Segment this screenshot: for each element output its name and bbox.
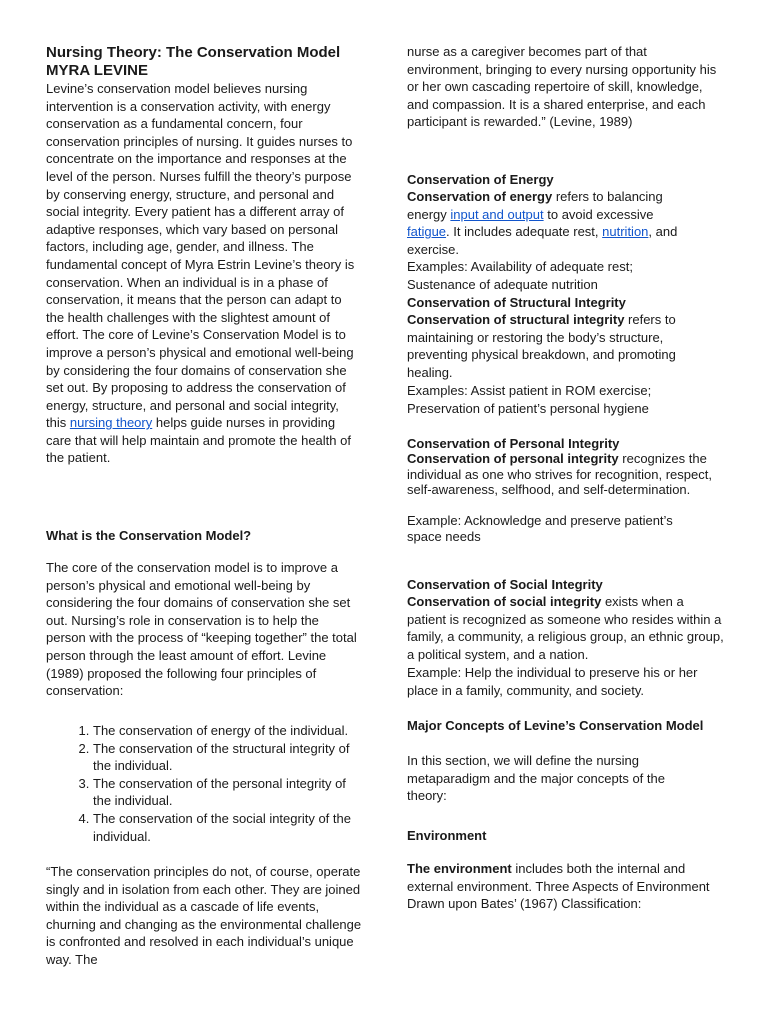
social-example: Example: Help the individual to preserve his or her place in a family, community, and society. [407, 665, 698, 698]
social-term: Conservation of social integrity [407, 594, 602, 609]
input-output-link[interactable]: input and output [450, 206, 544, 222]
energy-text: to avoid excessive [543, 206, 654, 222]
nursing-theory-link[interactable]: nursing theory [69, 415, 153, 431]
social-text: exists when a patient is recognized as someone who resides within a family, a community, a religious group, an ethnic group, a political system, and a nation. [407, 594, 724, 662]
intro-text-end: helps guide nurses in providing care that will help maintain and promote the health of the patient. [46, 415, 351, 466]
energy-heading: Conservation of Energy [407, 172, 554, 187]
structural-heading: Conservation of Structural Integrity [407, 295, 626, 310]
environment-term: The environment [407, 861, 512, 876]
structural-examples: Examples: Assist patient in ROM exercise; Preservation of patient’s personal hygiene [407, 383, 652, 416]
environment-heading: Environment [407, 828, 487, 843]
structural-term: Conservation of structural integrity [407, 312, 625, 327]
energy-text: refers to balancing energy [407, 189, 663, 222]
personal-heading: Conservation of Personal Integrity [407, 436, 620, 451]
social-paragraph [407, 593, 725, 663]
personal-term: Conservation of personal integrity [407, 451, 619, 466]
quote-start: “The conservation principles do not, of course, operate singly and in isolation from each other. They are joined within the individual as a cascade of life events, churning and changing as the environmental challenge is confronted and resolved in each individual’s unique way. The [46, 864, 362, 967]
author-name: MYRA LEVINE [46, 62, 148, 79]
personal-text: recognizes the individual as one who strives for recognition, respect, self-awareness, selfhood, and self-determination. [407, 451, 712, 497]
personal-example: Example: Acknowledge and preserve patient’s space needs [407, 513, 673, 544]
structural-paragraph [407, 311, 719, 381]
document-title: Nursing Theory: The Conservation Model [46, 44, 341, 61]
quote-end: nurse as a caregiver becomes part of that environment, bringing to every nursing opportunity his or her own cascading repertoire of skill, knowledge, and compassion. It is a shared enterprise, and each participant is rewarded.” (Levine, 1989) [407, 44, 717, 130]
what-is-heading: What is the Conservation Model? [46, 528, 252, 543]
energy-examples: Examples: Availability of adequate rest; Sustenance of adequate nutrition [407, 259, 633, 292]
environment-paragraph [407, 860, 717, 913]
energy-term: Conservation of energy [407, 189, 553, 204]
nutrition-link[interactable]: nutrition [602, 224, 649, 240]
structural-text: refers to maintaining or restoring the body’s structure, preventing physical breakdown, and promoting healing. [407, 312, 676, 380]
major-concepts-text: In this section, we will define the nursing metaparadigm and the major concepts of the theory: [407, 753, 665, 804]
energy-text: . It includes adequate rest, [446, 224, 603, 240]
intro-text: Levine’s conservation model believes nursing intervention is a conservation activity, with energy conservation as a fundamental concern, four conservation principles of nursing. It guides nurses to concentrate on the importance and responses at the level of the person. Nurses fulfill the theory’s purpose by conserving energy, structure, and personal and social integrity. Every patient has a different array of adaptive responses, which vary based on personal factors, including age, gender, and illness. The fundamental concept of Myra Estrin Levine’s theory is conservation. When an individual is in a phase of conservation, it means that the person can adapt to the health challenges with the slightest amount of effort. The core of Levine’s Conservation Model is to improve a person’s physical and emotional well-being by considering the four domains of conservation she set out. By proposing to address the conservation of energy, structure, and personal and social integrity, this [46, 81, 355, 431]
environment-text: includes both the internal and external environment. Three Aspects of Environment Drawn upon Bates’ (1967) Classification: [407, 861, 710, 912]
principle-item: 1. The conservation of energy of the individual. [93, 722, 356, 740]
energy-text: , and exercise. [407, 224, 678, 257]
principle-item: 4. The conservation of the social integrity of the individual. [93, 810, 356, 845]
principle-item: 2. The conservation of the structural integrity of the individual. [93, 740, 356, 775]
major-concepts-heading: Major Concepts of Levine’s Conservation Model [407, 718, 704, 733]
intro-paragraph [46, 80, 362, 467]
energy-paragraph [407, 188, 697, 258]
what-is-body: The core of the conservation model is to improve a person’s physical and emotional well-being by considering the four domains of conservation she set out. Nursing’s role in conservation is to help the person with the process of “keeping together” the total person through the least amount of effort. Levine (1989) proposed the following four principles of conservation: [46, 560, 357, 699]
principle-item: 3. The conservation of the personal integrity of the individual. [93, 775, 356, 810]
principles-list [46, 722, 356, 845]
social-heading: Conservation of Social Integrity [407, 577, 603, 592]
personal-paragraph [407, 451, 717, 498]
fatigue-link[interactable]: fatigue [407, 224, 447, 240]
